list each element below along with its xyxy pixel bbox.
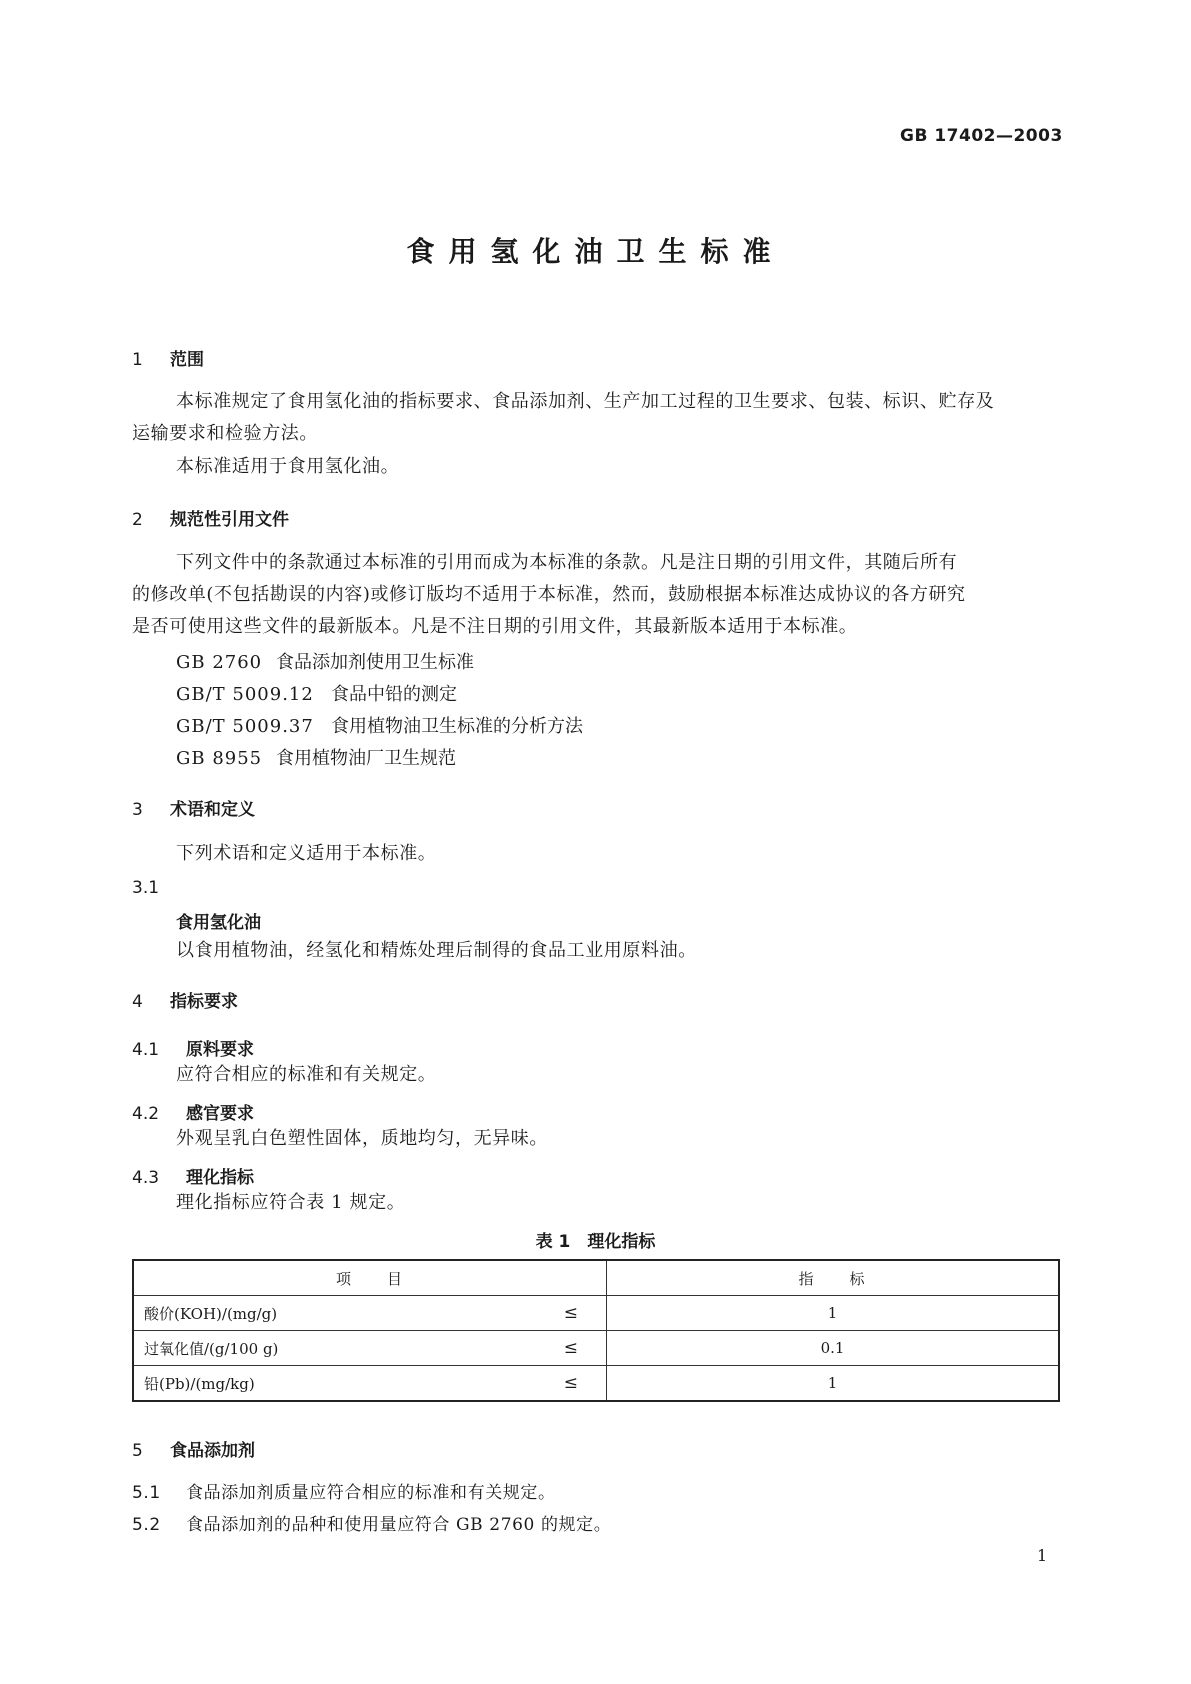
- section-2-heading: [132, 505, 289, 530]
- subsection-5-2: [132, 1509, 611, 1541]
- table-row: [133, 1296, 1059, 1331]
- s1-scope-paragraph: 本标准适用于食用氢化油。: [176, 456, 400, 477]
- value-cell: 1: [607, 1366, 1060, 1402]
- table-header-row: [133, 1260, 1059, 1296]
- reference-code: GB/T 5009.12: [176, 684, 314, 705]
- reference-item: [176, 648, 474, 674]
- reference-title: 食用植物油厂卫生规范: [276, 748, 456, 769]
- section-5-heading: [132, 1436, 255, 1461]
- reference-title: 食品中铅的测定: [331, 684, 457, 705]
- table-row: [133, 1366, 1059, 1402]
- section-number: 3: [132, 800, 143, 820]
- reference-title: 食用植物油卫生标准的分析方法: [331, 716, 583, 737]
- s1-paragraph-line2: 运输要求和检验方法。: [132, 423, 318, 444]
- subsection-5-1: [132, 1477, 556, 1509]
- term-definition: 以食用植物油，经氢化和精炼处理后制得的食品工业用原料油。: [176, 940, 697, 961]
- subsection-title: 理化指标: [186, 1168, 254, 1188]
- section-title: 范围: [170, 350, 204, 370]
- subsection-text: 食品添加剂的品种和使用量应符合 GB 2760 的规定。: [186, 1515, 612, 1535]
- reference-code: GB/T 5009.37: [176, 716, 314, 737]
- s3-paragraph: 下列术语和定义适用于本标准。: [176, 843, 437, 864]
- item-cell: [133, 1366, 607, 1402]
- section-title: 术语和定义: [170, 800, 255, 820]
- comparison-operator: ≤: [563, 1372, 578, 1393]
- subsection-4-2-heading: [132, 1099, 254, 1124]
- item-label: 酸价(KOH)/(mg/g): [144, 1304, 278, 1323]
- section-number: 5: [132, 1441, 143, 1461]
- subsection-4-1-text: 应符合相应的标准和有关规定。: [176, 1064, 437, 1085]
- item-cell: [133, 1296, 607, 1331]
- term-text: 食用氢化油: [176, 913, 261, 933]
- physicochemical-table: [132, 1259, 1060, 1402]
- section-1-heading: [132, 345, 204, 370]
- section-number: 2: [132, 510, 143, 530]
- subsection-title: 感官要求: [186, 1104, 254, 1124]
- s2-paragraph-line3: 是否可使用这些文件的最新版本。凡是不注日期的引用文件，其最新版本适用于本标准。: [132, 616, 858, 637]
- page-title: 食用氢化油卫生标准: [406, 235, 785, 268]
- page-number: 1: [1037, 1546, 1048, 1565]
- subsection-title: 原料要求: [186, 1040, 254, 1060]
- subsection-4-3-heading: [132, 1163, 254, 1188]
- reference-item: [176, 712, 583, 738]
- section-4-heading: [132, 987, 238, 1012]
- subsection-number: 5.1: [132, 1483, 161, 1503]
- column-header-value: 指 标: [607, 1260, 1060, 1296]
- item-label: 过氧化值/(g/100 g): [144, 1339, 279, 1358]
- reference-code: GB 8955: [176, 748, 263, 769]
- s2-paragraph-line2: 的修改单(不包括勘误的内容)或修订版均不适用于本标准，然而，鼓励根据本标准达成协议的各方研究: [132, 584, 966, 605]
- subsection-number: 4.1: [132, 1040, 160, 1060]
- section-number: 1: [132, 350, 143, 370]
- comparison-operator: ≤: [563, 1302, 578, 1323]
- comparison-operator: ≤: [563, 1337, 578, 1358]
- item-cell: [133, 1331, 607, 1366]
- s1-paragraph-line1: 本标准规定了食用氢化油的指标要求、食品添加剂、生产加工过程的卫生要求、包装、标识、贮存及: [176, 391, 995, 412]
- item-label: 铅(Pb)/(mg/kg): [144, 1374, 255, 1393]
- subsection-number: 5.2: [132, 1515, 161, 1535]
- section-title: 指标要求: [170, 992, 238, 1012]
- section-number: 4: [132, 992, 143, 1012]
- reference-title: 食品添加剂使用卫生标准: [276, 652, 474, 673]
- value-cell: 0.1: [607, 1331, 1060, 1366]
- table-row: [133, 1331, 1059, 1366]
- section-title: 规范性引用文件: [170, 510, 289, 530]
- subsection-4-1-heading: [132, 1035, 254, 1060]
- value-cell: 1: [607, 1296, 1060, 1331]
- column-header-item: 项 目: [133, 1260, 607, 1296]
- standard-code: GB 17402—2003: [900, 126, 1063, 146]
- s2-paragraph-line1: 下列文件中的条款通过本标准的引用而成为本标准的条款。凡是注日期的引用文件，其随后所有: [176, 552, 958, 573]
- reference-item: [176, 680, 457, 706]
- section-title: 食品添加剂: [170, 1441, 255, 1461]
- subsection-number: 3.1: [132, 878, 160, 898]
- subsection-4-3-text: 理化指标应符合表 1 规定。: [176, 1192, 406, 1213]
- section-3-heading: [132, 795, 255, 820]
- table-caption: 表 1 理化指标: [535, 1232, 656, 1252]
- reference-item: [176, 744, 456, 770]
- subsection-text: 食品添加剂质量应符合相应的标准和有关规定。: [186, 1483, 556, 1503]
- subsection-number: 4.3: [132, 1168, 160, 1188]
- term-name: [176, 908, 261, 933]
- reference-code: GB 2760: [176, 652, 263, 673]
- subsection-4-2-text: 外观呈乳白色塑性固体，质地均匀，无异味。: [176, 1128, 548, 1149]
- subsection-number: 4.2: [132, 1104, 160, 1124]
